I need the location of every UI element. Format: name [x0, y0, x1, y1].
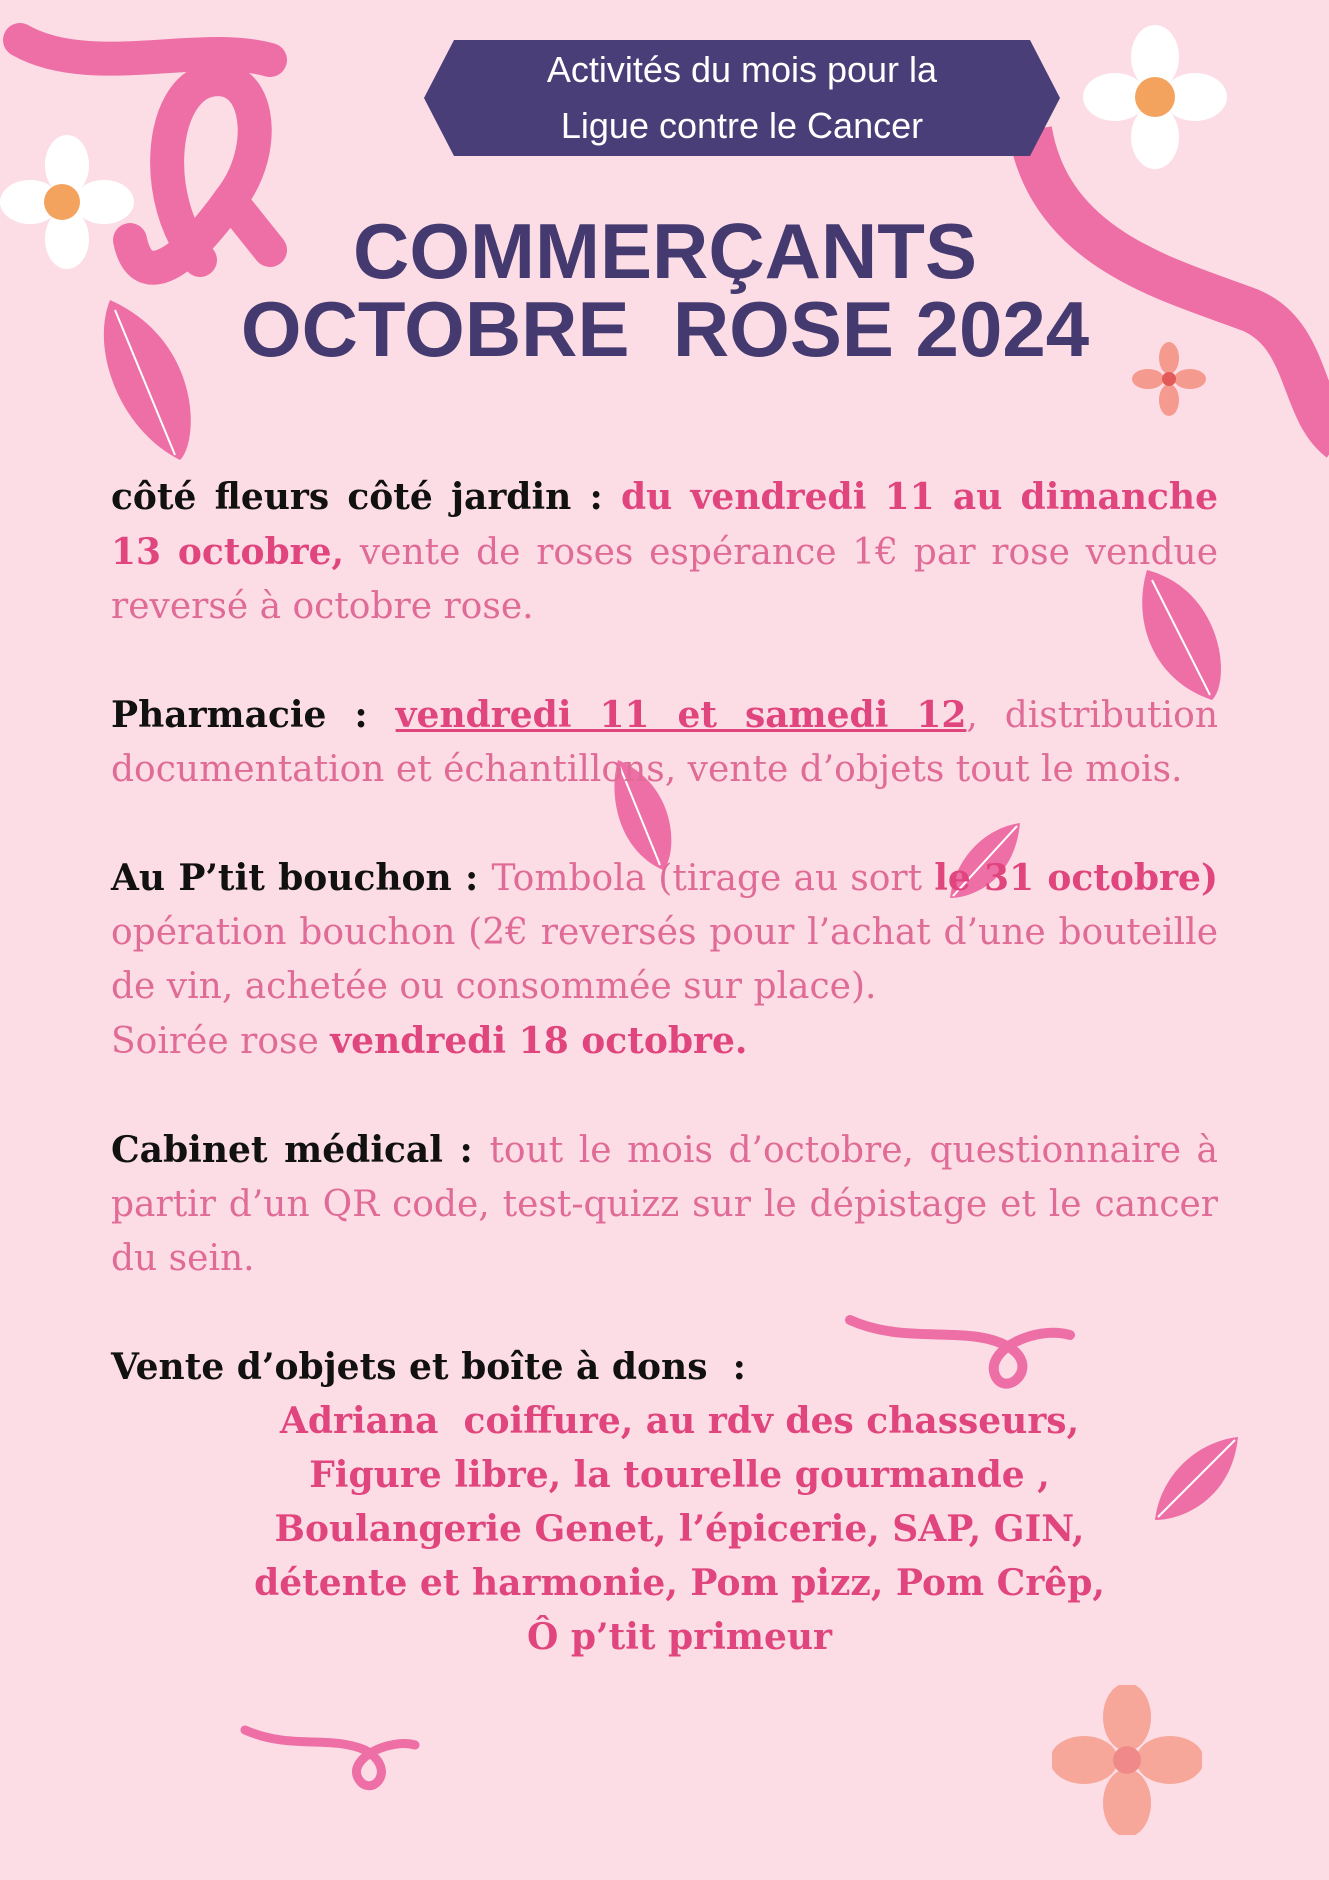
section-cabinet: [111, 1123, 1218, 1286]
section-dates: du vendredi 11 au dimanche 13 octobre,: [111, 476, 1218, 573]
section-text: vente de roses espérance 1€ par rose vendue reversé à octobre rose.: [111, 532, 1219, 627]
section-label: Au P’tit bouchon :: [111, 857, 492, 899]
peach-flower-icon: [1052, 1685, 1202, 1835]
content: [111, 470, 1218, 1664]
section-bouchon: [111, 851, 1218, 1069]
section-label: côté fleurs côté jardin :: [111, 476, 621, 518]
small-flower-icon: [1132, 342, 1206, 416]
banner-line-1: Activités du mois pour la: [546, 49, 938, 90]
shop-line: Adriana coiffure, au rdv des chasseurs,: [279, 1400, 1080, 1442]
section-dates: vendredi 11 et samedi 12: [395, 694, 967, 736]
page-title-line-2: OCTOBRE ROSE 2024: [240, 285, 1090, 373]
shop-line: Figure libre, la tourelle gourmande ,: [309, 1454, 1050, 1496]
leaf-icon: [100, 290, 200, 470]
banner-line-2: Ligue contre le Cancer: [560, 105, 924, 146]
shop-line: détente et harmonie, Pom pizz, Pom Crêp,: [254, 1562, 1105, 1604]
section-text: tout le mois d’octobre, questionnaire à partir d’un QR code, test-quizz sur le dépistage et le cancer du sein.: [111, 1130, 1218, 1279]
section-vente: [111, 1340, 1218, 1664]
section-label: Pharmacie :: [111, 694, 396, 736]
section-dates: vendredi 18 octobre.: [330, 1020, 748, 1062]
shop-line: Ô p’tit primeur: [526, 1616, 832, 1658]
section-text: opération bouchon (2€ reversés pour l’achat d’une bouteille de vin, achetée ou consommée sur place).: [111, 912, 1218, 1007]
daisy-flower-icon: [1080, 22, 1230, 172]
page-title-line-1: COMMERÇANTS: [353, 207, 977, 295]
section-label: Cabinet médical :: [111, 1129, 490, 1171]
section-text: , distribution documentation et échantillons, vente d’objets tout le mois.: [111, 695, 1219, 790]
daisy-flower-icon: [0, 135, 135, 270]
section-label: Vente d’objets et boîte à dons :: [111, 1346, 746, 1388]
section-text: Tombola (tirage au sort: [491, 858, 935, 899]
section-dates: le 31 octobre): [934, 857, 1218, 899]
section-text: Soirée rose: [111, 1021, 331, 1062]
small-ribbon-icon: [240, 1720, 420, 1800]
section-fleurs: [111, 470, 1218, 634]
header-banner: [424, 40, 1060, 156]
section-pharmacie: [111, 688, 1218, 797]
shop-line: Boulangerie Genet, l’épicerie, SAP, GIN,: [274, 1508, 1085, 1550]
